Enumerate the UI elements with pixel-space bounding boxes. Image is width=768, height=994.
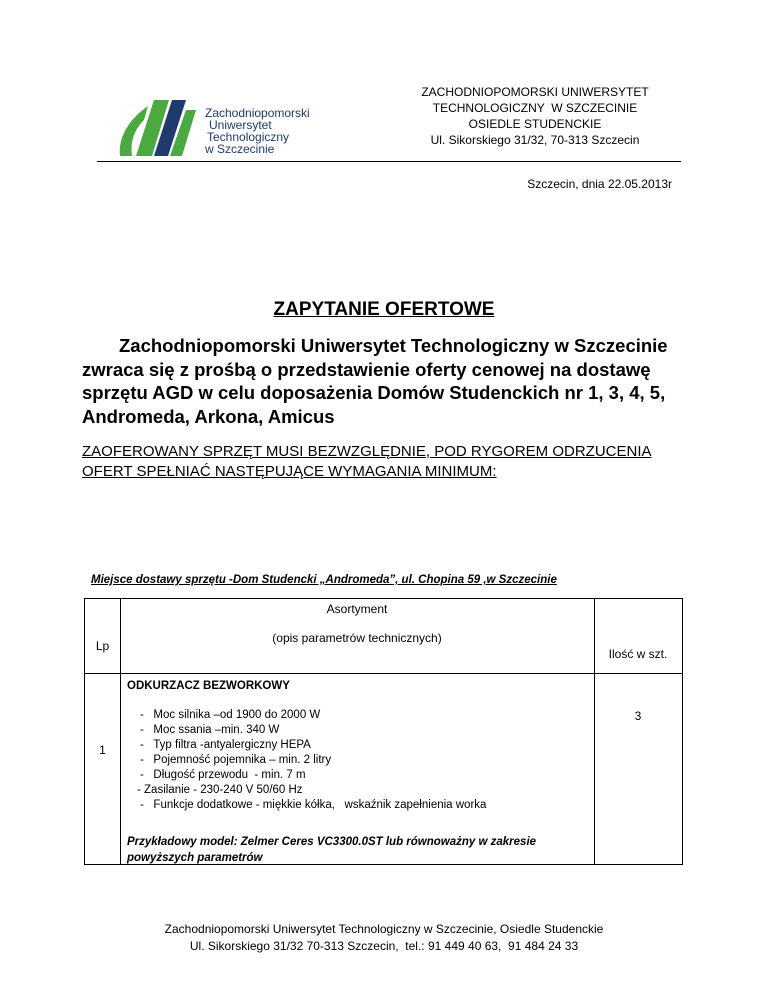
spec-item: - Typ filtra -antyalergiczny HEPA	[140, 739, 311, 751]
example-model: Przykładowy model: Zelmer Ceres VC3300.0ST lub równoważny w zakresie powyższych parametrów	[127, 836, 537, 864]
spec-item: - Moc ssania –min. 340 W	[140, 724, 280, 736]
footer-line: Zachodniopomorski Uniwersytet Technologiczny w Szczecinie, Osiedle Studenckie	[164, 922, 604, 936]
document-date: Szczecin, dnia 22.05.2013r	[527, 177, 672, 191]
letterhead-line: Ul. Sikorskiego 31/32, 70-313 Szczecin	[430, 133, 640, 147]
letterhead	[400, 84, 670, 148]
table-border-right	[682, 598, 683, 865]
header-description: (opis parametrów technicznych)	[272, 631, 442, 645]
table-border-col2	[594, 598, 595, 865]
header-divider	[97, 161, 681, 162]
letterhead-line: TECHNOLOGICZNY W SZCZECINIE	[432, 101, 638, 115]
spec-item: - Długość przewodu - min. 7 m	[140, 769, 306, 781]
header-lp: Lp	[95, 639, 110, 653]
logo-line: Uniwersytet	[209, 118, 272, 132]
requirement-notice: ZAOFEROWANY SPRZĘT MUSI BEZWZGLĘDNIE, POD RYGOREM ODRZUCENIA OFERT SPEŁNIAĆ NASTĘPUJĄCE WYMAGANIA MINIMUM:	[82, 443, 652, 480]
logo-line: w Szczecinie	[205, 142, 275, 156]
logo-wordmark	[205, 107, 310, 155]
spec-item: - Funkcje dodatkowe - miękkie kółka, wskaźnik zapełnienia worka	[140, 799, 487, 811]
spec-item: - Zasilanie - 230-240 V 50/60 Hz	[137, 784, 303, 796]
header-assortment: Asortyment	[326, 602, 388, 616]
delivery-location: Miejsce dostawy sprzętu -Dom Studencki „Andromeda”, ul. Chopina 59 ,w Szczecinie	[91, 574, 557, 586]
document-title: ZAPYTANIE OFERTOWE	[273, 299, 495, 320]
product-name: ODKURZACZ BEZWORKOWY	[127, 680, 290, 692]
footer-line: Ul. Sikorskiego 31/32 70-313 Szczecin, tel.: 91 449 40 63, 91 484 24 33	[189, 939, 579, 953]
product-specs	[137, 708, 487, 813]
intro-paragraph	[82, 334, 682, 428]
logo-line: Zachodniopomorski	[205, 106, 310, 120]
intro-rest: zwraca się z prośbą o przedstawienie oferty cenowej na dostawę sprzętu AGD w celu doposażenia Domów Studenckich nr 1, 3, 4, 5, Andromeda, Arkona, Amicus	[82, 358, 666, 427]
spec-item: - Pojemność pojemnika – min. 2 litry	[140, 754, 332, 766]
row-quantity: 3	[634, 709, 642, 723]
row-number: 1	[99, 743, 106, 757]
letterhead-line: OSIEDLE STUDENCKIE	[468, 117, 602, 131]
spec-item: - Moc silnika –od 1900 do 2000 W	[140, 709, 321, 721]
logo-line: Technologiczny	[207, 130, 290, 144]
header-quantity: Ilość w szt.	[608, 647, 668, 661]
page-footer	[0, 921, 768, 955]
intro-first-line: Zachodniopomorski Uniwersytet Technologiczny w Szczecinie	[119, 335, 668, 356]
letterhead-line: ZACHODNIOPOMORSKI UNIWERSYTET	[421, 85, 649, 99]
